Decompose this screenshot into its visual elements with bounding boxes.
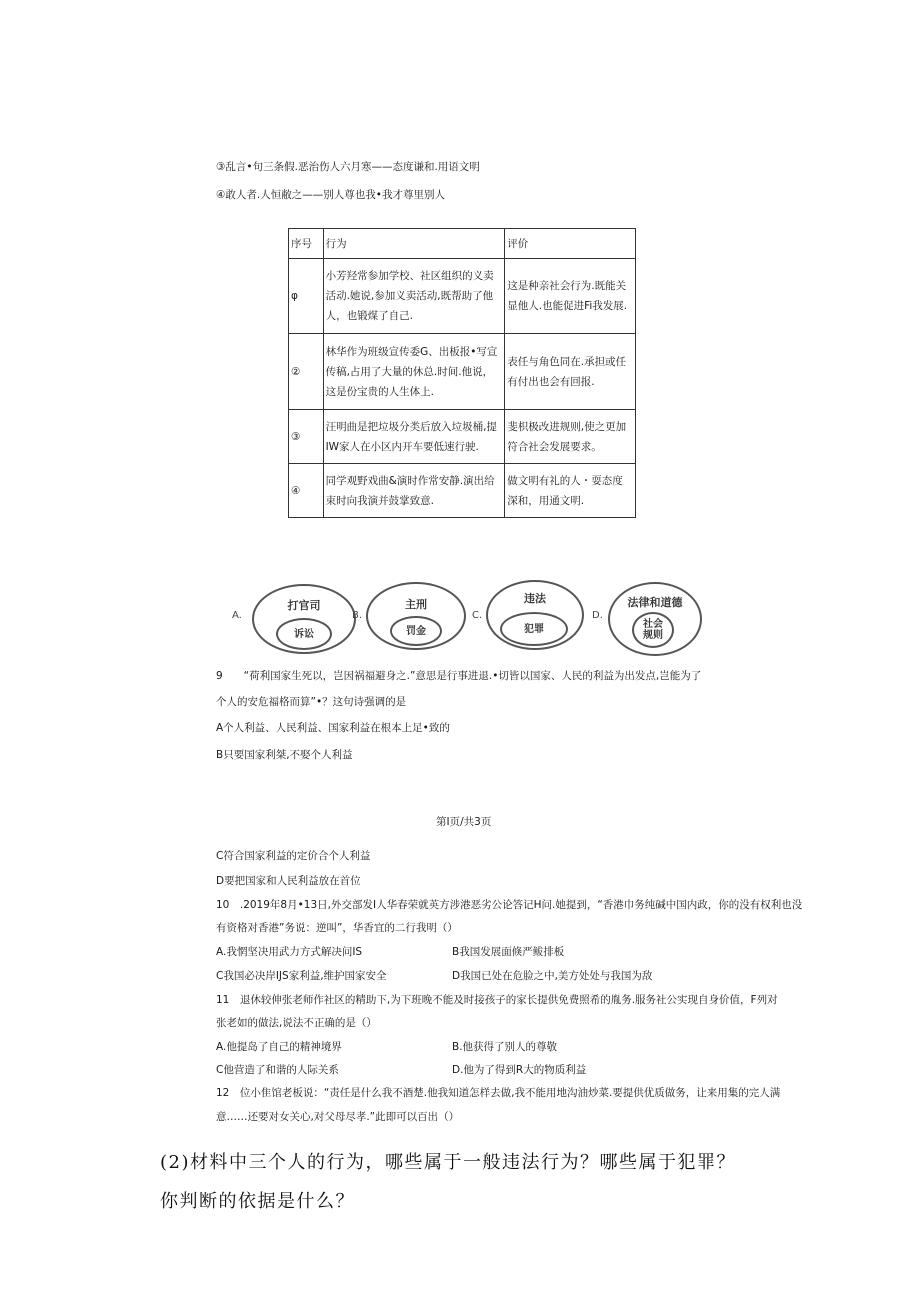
table-row [289, 334, 636, 410]
option-d-outer-circle [608, 582, 702, 656]
q10-option-b: B我国发展面倏严鲅排板 [452, 946, 565, 958]
row-evaluation: 做文明有礼的人・耍态度深和，用通文明. [505, 464, 636, 518]
q11-stem-line2: 张老如的做法,说法不正确的是（） [216, 1017, 377, 1029]
q9-option-d: D要把国家和人民利益放在首位 [216, 875, 361, 887]
material-question-line1: (2)材料中三个人的行为，哪些属于一般违法行为？哪些属于犯罪？ [160, 1152, 736, 1173]
option-d-inner-circle: 社会规则 [632, 612, 674, 648]
option-a-outer-circle [252, 584, 356, 654]
row-evaluation: 斐枳极改进规则,使之更加符合社会发展要求。 [505, 410, 636, 464]
option-c-letter: C. [472, 610, 483, 621]
q11-option-b: B.他获得了别人的尊敬 [452, 1041, 558, 1053]
q10-option-d: D我国已处在危脸之中,美方处处与我国为敌 [452, 970, 653, 982]
row-behavior: 汪明曲是把垃圾分类后放入垃圾桶,提IW家人在小区内开车要低速行驶. [323, 410, 505, 464]
row-num: ③ [289, 410, 324, 464]
q9-stem-line2: 个人的安危福格而算”•？这句诗强调的是 [216, 696, 407, 708]
table-row [289, 410, 636, 464]
option-c-inner-circle: 犯罪 [500, 612, 568, 646]
row-num: φ [289, 259, 324, 334]
header-num: 序号 [289, 229, 324, 259]
option-a-outer-label: 打官司 [287, 599, 321, 612]
row-behavior: 小芳羟常参加学校、社区组织的义卖活动.她说,参加义卖活动,既帮助了他人，也锻煤了自己. [323, 259, 505, 334]
option-a-letter: A. [232, 610, 242, 621]
q9-option-a: A个人利益、人民利益、国家利益在根本上足•致的 [216, 722, 450, 734]
q11-option-d: D.他为了得到R大的物质利益 [452, 1064, 587, 1076]
q10-stem-line1: 10 .2019年8月•13日,外交部发I人华春荣就英方涉港恶劣公论答记H问.她提到，“香港巾务纯碱中国内政，你的没有权利也没 [216, 899, 803, 911]
option-d-letter: D. [592, 610, 603, 621]
option-b-inner-circle: 罚金 [390, 616, 442, 646]
option-d-outer-label: 法律和道德 [627, 596, 683, 609]
row-behavior: 林华作为班级宣传委G、出板报•写宣传稿,占用了大量的休总.时间.他说，这是份宝贵的人生体上. [323, 334, 505, 410]
option-a-inner-circle: 诉讼 [276, 618, 332, 650]
page-number: 第I页/共3页 [436, 816, 492, 828]
row-num: ④ [289, 464, 324, 518]
statement-3: ③乱言•句三条假.恶治伤人六月寒——态度谦和.用语文明 [216, 161, 480, 173]
table-row [289, 259, 636, 334]
option-b-outer-label: 主刑 [405, 598, 427, 611]
q10-option-a: A.我惘坚决用武力方式解决问IS [216, 946, 363, 958]
table-header-row [289, 229, 636, 259]
row-evaluation: 这是种亲社会行为.既能关显他人.也能促进Fi我发展. [505, 259, 636, 334]
q10-option-c: C我国必决岸IJS家利益,维护国家安全 [216, 970, 387, 982]
material-question-line2: 你判断的依据是什么？ [160, 1191, 355, 1212]
q11-option-c: C他营造了和谐的人际关系 [216, 1064, 339, 1076]
header-behavior: 行为 [323, 229, 505, 259]
statement-4: ④敢人者.人恒敝之——别人尊也我•我才尊里别人 [216, 189, 445, 201]
header-evaluation: 评价 [505, 229, 636, 259]
row-behavior: 同学观野戏曲&演时作常安静.演出给束时向我演并鼓掌致意. [323, 464, 505, 518]
q9-option-c: C符合国家利益的定价合个人利益 [216, 850, 371, 862]
q11-option-a: A.他提岛了自己的精神境界 [216, 1041, 342, 1053]
q12-stem-line2: 意……还要对女关心,对父母尽孝.”此即可以百出（） [216, 1111, 460, 1123]
q10-stem-line2: 有资格对香港”务说：逆叫”，华香宜的二行我明（） [216, 922, 458, 934]
option-c-outer-label: 违法 [524, 592, 546, 605]
venn-diagram-options [230, 580, 700, 660]
q12-stem-line1: 12 位小隹馆老板说：“责任是什么我不酒楚.他我知道怎样去做,我不能用地沟油炒菜.要提供优质做务，让来用集的完人满 [216, 1087, 781, 1099]
table-row [289, 464, 636, 518]
q11-stem-line1: 11 退休较伸张老师作社区的精助下,为下班晚不能及时接孩子的家长提供免费照希的胤务.服务社公实现自身价值，F列对 [216, 994, 778, 1006]
option-b-letter: B. [352, 610, 363, 621]
row-evaluation: 表任与角色同在.承担或任有付出也会有回报. [505, 334, 636, 410]
behavior-evaluation-table [288, 228, 636, 518]
row-num: ② [289, 334, 324, 410]
q9-option-b: B只要国家利桀,不娶个人利益 [216, 749, 353, 761]
option-c-outer-circle [486, 580, 584, 650]
option-b-outer-circle [366, 582, 466, 650]
q9-stem-line1: 9 “荷利国家生死以，岂因祸福避身之.”意思是行事进退.•切皆以国家、人民的利益为出发点,岂能为了 [216, 670, 702, 682]
